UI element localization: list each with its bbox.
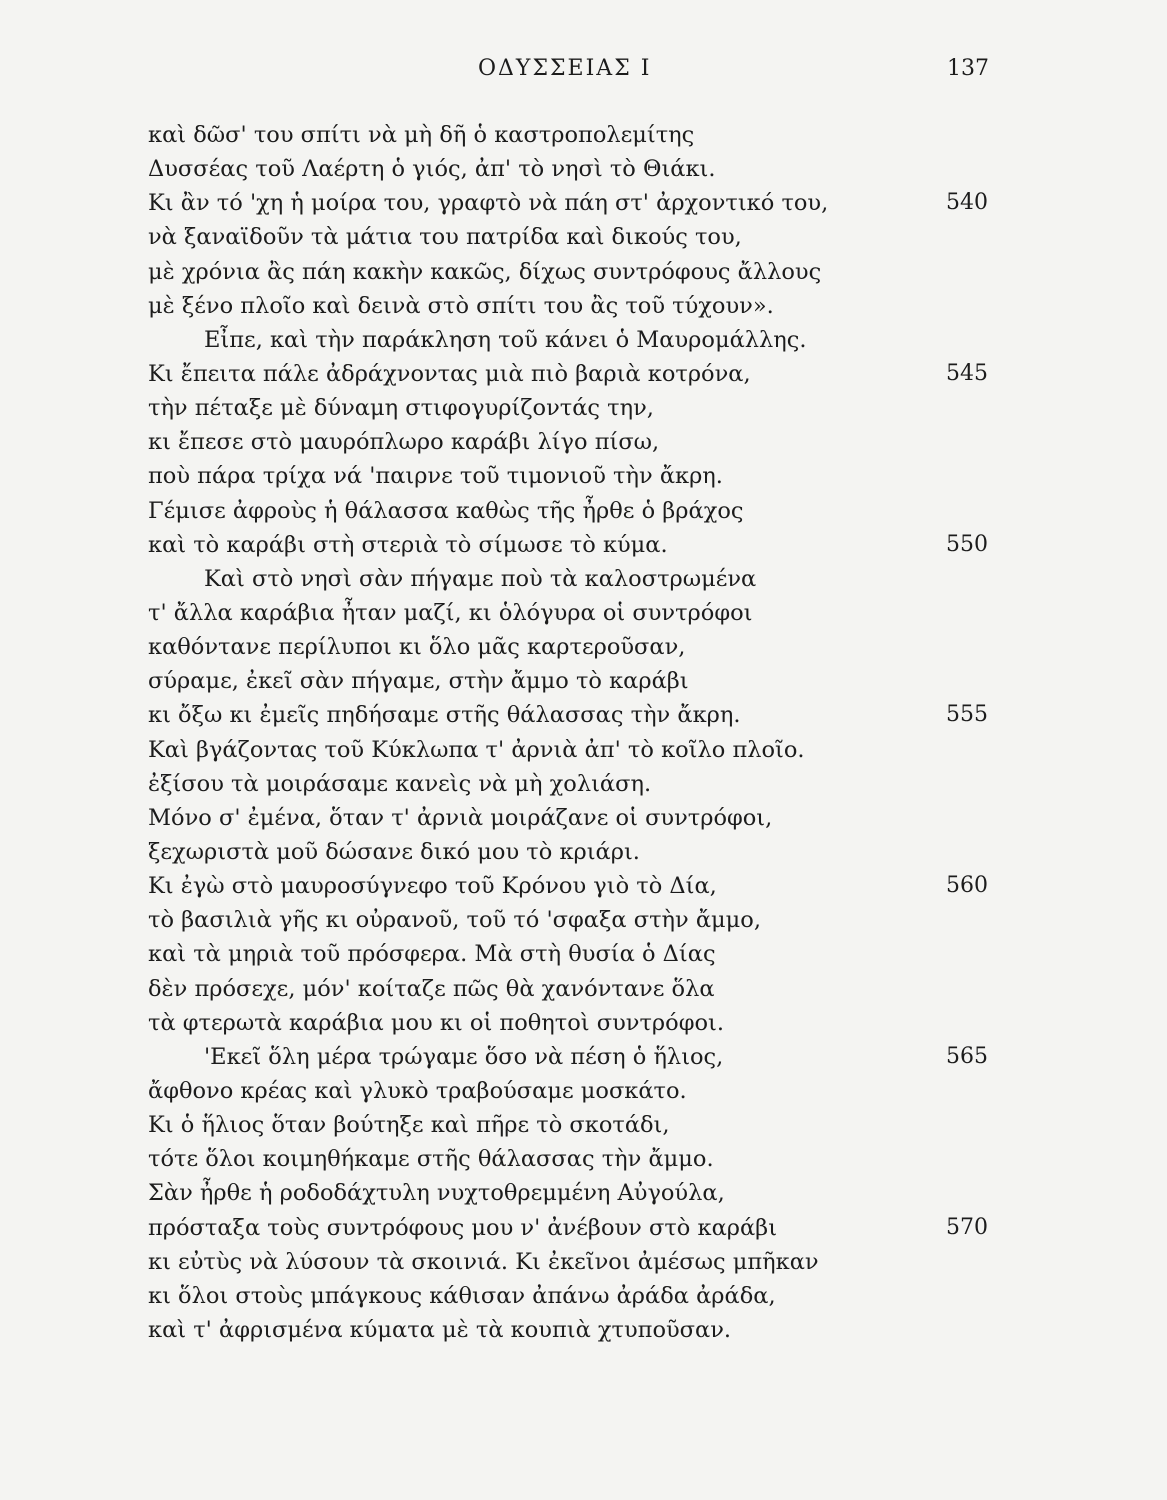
verse-line (148, 494, 988, 528)
verse-text: ἐξίσου τὰ μοιράσαμε κανεὶς νὰ μὴ χολιάση. (148, 770, 652, 797)
verse-line (148, 528, 988, 562)
verse-text: Μόνο σ' ἐμένα, ὅταν τ' ἀρνιὰ μοιράζανε οἱ συντρόφοι, (148, 804, 773, 831)
verse-line (148, 289, 988, 323)
page-header (0, 52, 1167, 88)
verse-line (148, 733, 988, 767)
running-title: ΟΔΥΣΣΕΙΑΣ Ι (478, 56, 652, 81)
verse-line (148, 972, 988, 1006)
verse-line (148, 1040, 988, 1074)
verse-text: Καὶ στὸ νησὶ σὰν πήγαμε ποὺ τὰ καλοστρωμένα (204, 565, 757, 592)
verse-text: τ' ἄλλα καράβια ἦταν μαζί, κι ὁλόγυρα οἱ συντρόφοι (148, 599, 753, 626)
verse-line (148, 186, 988, 220)
verse-line (148, 835, 988, 869)
verse-line (148, 562, 988, 596)
poem-body (148, 118, 988, 1347)
line-number: 555 (946, 702, 988, 728)
verse-text: καὶ τὸ καράβι στὴ στεριὰ τὸ σίμωσε τὸ κύμα. (148, 531, 668, 558)
verse-line (148, 391, 988, 425)
verse-line (148, 1108, 988, 1142)
verse-text: 'Εκεῖ ὅλη μέρα τρώγαμε ὅσο νὰ πέση ὁ ἥλιος, (204, 1043, 724, 1070)
verse-text: μὲ χρόνια ἂς πάη κακὴν κακῶς, δίχως συντρόφους ἄλλους (148, 258, 822, 285)
verse-text: κι ἔπεσε στὸ μαυρόπλωρο καράβι λίγο πίσω, (148, 429, 660, 456)
verse-line (148, 630, 988, 664)
verse-text: ἄφθονο κρέας καὶ γλυκὸ τραβούσαμε μοσκάτο. (148, 1077, 687, 1104)
verse-text: μὲ ξένο πλοῖο καὶ δεινὰ στὸ σπίτι του ἂς τοῦ τύχουν». (148, 292, 774, 319)
verse-line (148, 1142, 988, 1176)
verse-text: Σὰν ἦρθε ἡ ροδοδάχτυλη νυχτοθρεμμένη Αὐγούλα, (148, 1180, 725, 1207)
verse-line (148, 767, 988, 801)
verse-line (148, 1313, 988, 1347)
verse-line (148, 152, 988, 186)
verse-text: καὶ τ' ἀφρισμένα κύματα μὲ τὰ κουπιὰ χτυποῦσαν. (148, 1316, 732, 1343)
verse-text: κι ὅλοι στοὺς μπάγκους κάθισαν ἀπάνω ἀράδα ἀράδα, (148, 1282, 776, 1309)
verse-text: τότε ὅλοι κοιμηθήκαμε στῆς θάλασσας τὴν ἄμμο. (148, 1146, 714, 1173)
verse-text: καὶ δῶσ' του σπίτι νὰ μὴ δῆ ὁ καστροπολεμίτης (148, 122, 695, 148)
verse-text: Γέμισε ἀφροὺς ἡ θάλασσα καθὼς τῆς ἦρθε ὁ βράχος (148, 497, 744, 524)
verse-text: κι ὄξω κι ἐμεῖς πηδήσαμε στῆς θάλασσας τὴν ἄκρη. (148, 702, 741, 729)
verse-text: Κι ὁ ἥλιος ὅταν βούτηξε καὶ πῆρε τὸ σκοτάδι, (148, 1112, 670, 1139)
verse-text: Κι ἔπειτα πάλε ἀδράχνοντας μιὰ πιὸ βαριὰ κοτρόνα, (148, 360, 751, 387)
verse-text: καὶ τὰ μηριὰ τοῦ πρόσφερα. Μὰ στὴ θυσία ὁ Δίας (148, 941, 716, 968)
verse-text: νὰ ξαναϊδοῦν τὰ μάτια του πατρίδα καὶ δικούς του, (148, 224, 742, 251)
verse-line (148, 323, 988, 357)
verse-text: Δυσσέας τοῦ Λαέρτη ὁ γιός, ἀπ' τὸ νησὶ τὸ Θιάκι. (148, 156, 716, 183)
verse-line (148, 255, 988, 289)
verse-line (148, 220, 988, 254)
verse-text: καθόντανε περίλυποι κι ὅλο μᾶς καρτεροῦσαν, (148, 634, 686, 661)
verse-line (148, 869, 988, 903)
verse-text: Κι ἐγὼ στὸ μαυροσύγνεφο τοῦ Κρόνου γιὸ τὸ Δία, (148, 873, 717, 900)
verse-line (148, 459, 988, 493)
verse-line (148, 903, 988, 937)
verse-line (148, 937, 988, 971)
verse-line (148, 1176, 988, 1210)
verse-line (148, 664, 988, 698)
line-number: 545 (946, 360, 988, 386)
verse-text: πρόσταξα τοὺς συντρόφους μου ν' ἀνέβουν στὸ καράβι (148, 1214, 778, 1241)
verse-text: κι εὐτὺς νὰ λύσουν τὰ σκοινιά. Κι ἐκεῖνοι ἀμέσως μπῆκαν (148, 1248, 819, 1275)
verse-text: σύραμε, ἐκεῖ σὰν πήγαμε, στὴν ἄμμο τὸ καράβι (148, 668, 689, 695)
verse-line (148, 698, 988, 732)
verse-line (148, 1006, 988, 1040)
verse-line (148, 1211, 988, 1245)
verse-text: τὰ φτερωτὰ καράβια μου κι οἱ ποθητοὶ συντρόφοι. (148, 1009, 724, 1036)
line-number: 550 (946, 531, 988, 557)
line-number: 565 (946, 1043, 988, 1069)
verse-line (148, 425, 988, 459)
page-number: 137 (947, 56, 989, 81)
line-number: 570 (946, 1214, 988, 1240)
verse-line (148, 118, 988, 152)
verse-text: τὸ βασιλιὰ γῆς κι οὐρανοῦ, τοῦ τό 'σφαξα στὴν ἄμμο, (148, 907, 761, 934)
verse-text: δὲν πρόσεχε, μόν' κοίταζε πῶς θὰ χανόντανε ὅλα (148, 975, 715, 1002)
verse-line (148, 1245, 988, 1279)
verse-line (148, 801, 988, 835)
verse-line (148, 1279, 988, 1313)
verse-line (148, 596, 988, 630)
verse-text: ποὺ πάρα τρίχα νά 'παιρνε τοῦ τιμονιοῦ τὴν ἄκρη. (148, 463, 723, 490)
line-number: 540 (946, 190, 988, 216)
verse-text: Καὶ βγάζοντας τοῦ Κύκλωπα τ' ἀρνιὰ ἀπ' τὸ κοῖλο πλοῖο. (148, 736, 805, 763)
verse-text: ξεχωριστὰ μοῦ δώσανε δικό μου τὸ κριάρι. (148, 838, 640, 865)
verse-text: Κι ἂν τό 'χη ἡ μοίρα του, γραφτὸ νὰ πάη στ' ἀρχοντικό του, (148, 190, 829, 217)
verse-line (148, 357, 988, 391)
verse-text: Εἶπε, καὶ τὴν παράκληση τοῦ κάνει ὁ Μαυρομάλλης. (204, 326, 807, 353)
verse-text: τὴν πέταξε μὲ δύναμη στιφογυρίζοντάς την, (148, 395, 654, 422)
line-number: 560 (946, 873, 988, 899)
verse-line (148, 1074, 988, 1108)
